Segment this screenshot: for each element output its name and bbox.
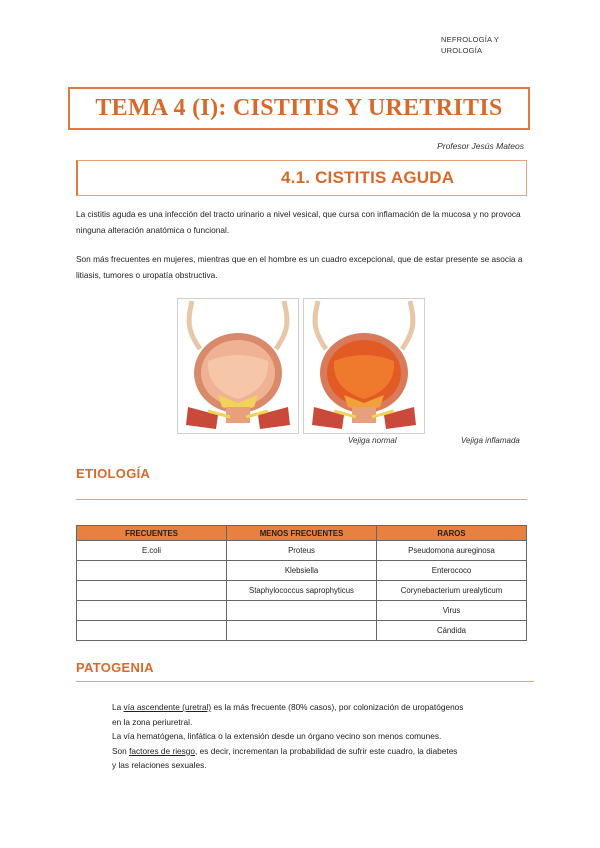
table-cell: Staphylococcus saprophyticus [227,581,377,601]
title-box [68,87,530,130]
patogenia-line-1 [112,700,552,715]
column-header: MENOS FRECUENTES [227,526,377,541]
course-header [441,34,499,56]
patogenia-text [112,700,552,773]
etiologia-rule [76,499,527,500]
table-cell [77,601,227,621]
table-cell [77,561,227,581]
bladder-figure [177,298,534,434]
table-cell: Corynebacterium urealyticum [377,581,527,601]
table-cell [77,581,227,601]
patogenia-line-4 [112,744,552,759]
professor-name: Profesor Jesús Mateos [437,141,524,151]
table-cell [77,621,227,641]
patogenia-heading: PATOGENIA [76,660,154,675]
patogenia-rule [76,681,534,682]
table-row [77,601,527,621]
intro-paragraph-1: La cistitis aguda es una infección del tracto urinario a nivel vesical, que cursa con inflamación de la mucosa y no provoca ninguna alteración anatómica o funcional. [76,209,521,235]
table-cell [227,621,377,641]
factores-de-riesgo-term: factores de riesgo [129,745,196,756]
normal-bladder-image [177,298,299,434]
table-row [77,581,527,601]
inflamed-bladder-illustration [304,299,424,433]
text-fragment: La [112,702,124,712]
etiologia-table [76,525,527,641]
table-row [77,621,527,641]
normal-bladder-illustration [178,299,298,433]
table-cell: Proteus [227,541,377,561]
section-box [76,160,527,196]
table-cell: Pseudomona aureginosa [377,541,527,561]
text-fragment: es la más frecuente (80% casos), por colonización de uropatógenos [211,702,464,712]
column-header: FRECUENTES [77,526,227,541]
section-title: 4.1. CISTITIS AGUDA [281,168,455,187]
table-cell: Virus [377,601,527,621]
table-row [77,541,527,561]
inflamed-bladder-image [303,298,425,434]
course-header-line1: NEFROLOGÍA Y [441,35,500,44]
table-cell: Klebsiella [227,561,377,581]
patogenia-line-3: La vía hematógena, linfática o la extensión desde un órgano vecino son menos comunes. [112,731,442,741]
etiologia-heading: ETIOLOGÍA [76,466,151,481]
table-row [77,561,527,581]
text-fragment: Son [112,745,130,756]
intro-paragraph-2: Son más frecuentes en mujeres, mientras que en el hombre es un cuadro excepcional, que de estar presente se asocia a litiasis, tumores o uropatía obstructiva. [76,254,523,280]
text-fragment: , es decir, incrementan la probabilidad de sufrir este cuadro, la diabetes [195,745,458,756]
patogenia-line-2: en la zona periuretral. [112,716,193,727]
table-cell: Enterococo [377,561,527,581]
column-header: RAROS [377,526,527,541]
via-ascendente-term: vía ascendente (uretral) [123,702,212,712]
table-cell: Cándida [377,621,527,641]
table-cell: E.coli [77,541,227,561]
page-title: TEMA 4 (I): CISTITIS Y URETRITIS [95,95,503,121]
caption-normal: Vejiga normal [348,436,397,445]
table-header-row [77,526,527,541]
course-header-line2: UROLOGÍA [441,46,483,55]
caption-inflamed: Vejiga inflamada [461,436,520,445]
patogenia-line-5: y las relaciones sexuales. [112,760,207,770]
table-cell [227,601,377,621]
